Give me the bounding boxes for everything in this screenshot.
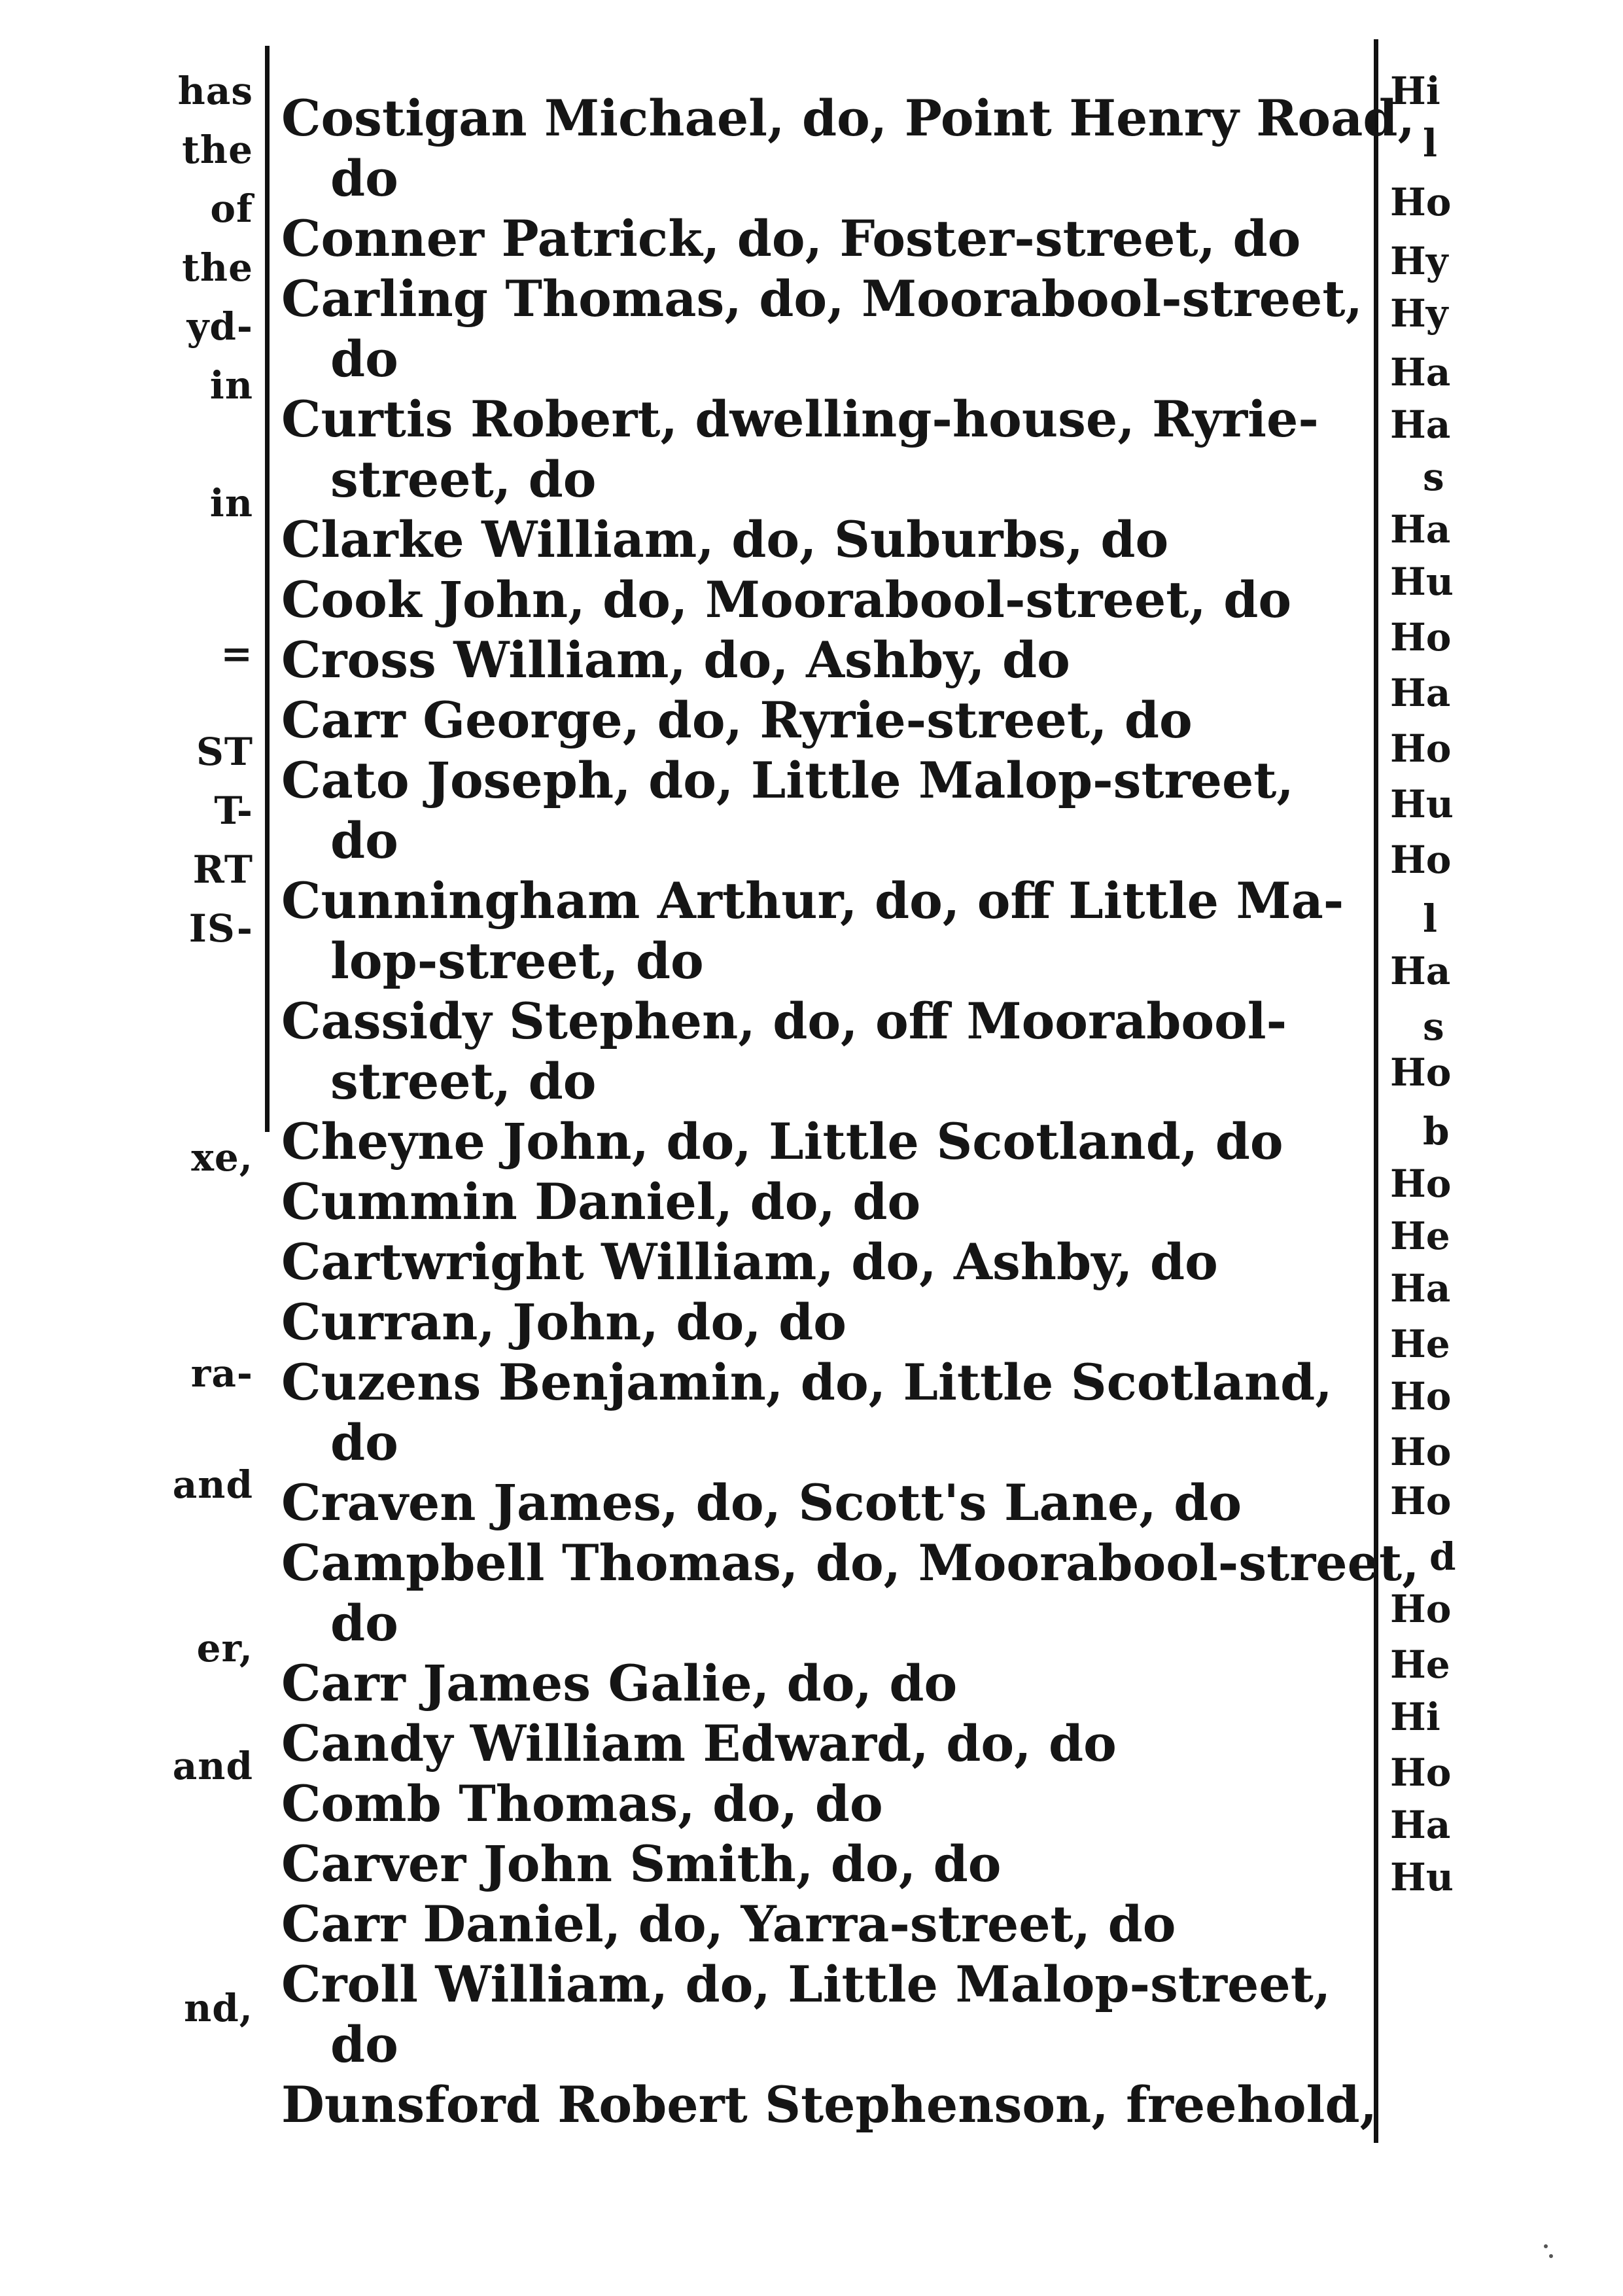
right-fragment: Ho xyxy=(1390,726,1452,771)
entry-text: Campbell Thomas, do, Moorabool-street, xyxy=(281,1534,1420,1592)
right-fragment: Ho xyxy=(1390,615,1452,660)
right-fragment: He xyxy=(1390,1214,1450,1258)
right-fragment: d xyxy=(1429,1534,1456,1579)
list-item xyxy=(281,1109,1498,1172)
left-fragment: the xyxy=(182,245,253,290)
scan-speck xyxy=(1544,2244,1548,2248)
entry-text: Curran, John, do, do xyxy=(281,1293,846,1351)
list-item xyxy=(281,88,1498,209)
right-fragment: He xyxy=(1390,1322,1450,1366)
list-item xyxy=(281,570,1498,630)
entry-continuation: do xyxy=(330,330,398,388)
left-fragment: and xyxy=(172,1462,253,1507)
right-fragment: Ho xyxy=(1390,1050,1452,1095)
entry-continuation: do xyxy=(330,2015,398,2074)
entry-text: Cunningham Arthur, do, off Little Ma- xyxy=(281,872,1344,930)
left-column-fragments xyxy=(154,26,258,2130)
right-fragment: l xyxy=(1423,896,1438,941)
entry-continuation: do xyxy=(330,1413,398,1472)
entry-text: Cuzens Benjamin, do, Little Scotland, xyxy=(281,1353,1333,1411)
right-fragment: s xyxy=(1423,455,1444,499)
list-item xyxy=(281,1172,1498,1232)
left-fragment: ST xyxy=(196,730,253,774)
right-fragment: Ha xyxy=(1390,507,1451,552)
right-fragment: Hu xyxy=(1390,1855,1454,1899)
entry-text: Comb Thomas, do, do xyxy=(281,1775,883,1833)
right-fragment: Ho xyxy=(1390,1161,1452,1206)
list-item xyxy=(281,1352,1498,1473)
left-fragment: the xyxy=(182,128,253,172)
entry-text: Curtis Robert, dwelling-house, Ryrie- xyxy=(281,390,1319,448)
left-fragment: yd- xyxy=(186,304,253,349)
list-item xyxy=(281,1473,1498,1533)
left-fragment: er, xyxy=(196,1626,253,1670)
list-item xyxy=(281,1232,1498,1292)
list-item xyxy=(281,1714,1498,1774)
entry-continuation: do xyxy=(330,149,398,207)
entry-text: Cato Joseph, do, Little Malop-street, xyxy=(281,751,1294,809)
list-item xyxy=(281,1774,1498,1834)
right-fragment: Ho xyxy=(1390,1430,1452,1474)
entry-text: Dunsford Robert Stephenson, freehold, xyxy=(281,2075,1378,2134)
left-fragment: and xyxy=(172,1744,253,1788)
right-fragment: Hi xyxy=(1390,69,1440,113)
left-fragment: IS- xyxy=(188,906,253,951)
list-item xyxy=(281,1834,1498,1899)
scan-speck xyxy=(1549,2254,1553,2258)
entry-continuation: do xyxy=(330,811,398,870)
left-fragment: of xyxy=(210,186,253,231)
entry-text: Carr Daniel, do, Yarra-street, do xyxy=(281,1895,1176,1953)
right-fragment: Ho xyxy=(1390,1479,1452,1523)
entry-continuation: do xyxy=(330,1594,398,1652)
right-fragment: He xyxy=(1390,1642,1450,1687)
right-fragment: Ha xyxy=(1390,949,1451,993)
entry-text: Costigan Michael, do, Point Henry Road, xyxy=(281,89,1415,147)
right-fragment: Ho xyxy=(1390,1750,1452,1795)
entry-text: Cummin Daniel, do, do xyxy=(281,1173,921,1231)
list-item xyxy=(281,991,1498,1112)
entry-continuation: street, do xyxy=(330,450,597,508)
entry-text: Cartwright William, do, Ashby, do xyxy=(281,1233,1218,1291)
list-item xyxy=(281,1292,1498,1352)
right-fragment: Ha xyxy=(1390,671,1451,715)
right-fragment: Ha xyxy=(1390,402,1451,447)
right-fragment: Ho xyxy=(1390,180,1452,224)
right-fragment: Ho xyxy=(1390,1374,1452,1419)
right-fragment: Hi xyxy=(1390,1695,1440,1739)
left-column-rule xyxy=(265,46,270,1132)
right-fragment: Ho xyxy=(1390,1587,1452,1631)
right-fragment: l xyxy=(1423,121,1438,166)
left-fragment: ra- xyxy=(190,1351,253,1396)
entry-text: Cheyne John, do, Little Scotland, do xyxy=(281,1112,1283,1171)
entry-text: Conner Patrick, do, Foster-street, do xyxy=(281,209,1301,268)
left-fragment: xe, xyxy=(191,1135,253,1180)
left-fragment: = xyxy=(220,631,253,676)
entry-text: Cook John, do, Moorabool-street, do xyxy=(281,571,1292,629)
list-item xyxy=(281,630,1498,690)
entry-text: Clarke William, do, Suburbs, do xyxy=(281,510,1169,569)
entry-text: Cross William, do, Ashby, do xyxy=(281,631,1070,689)
list-item xyxy=(281,507,1498,570)
entry-text: Cassidy Stephen, do, off Moorabool- xyxy=(281,992,1287,1050)
left-fragment: has xyxy=(177,69,253,113)
entry-text: Carr George, do, Ryrie-street, do xyxy=(281,691,1193,749)
left-fragment: in xyxy=(209,481,253,525)
list-item xyxy=(281,690,1498,751)
list-item xyxy=(281,1653,1498,1714)
entry-continuation: street, do xyxy=(330,1052,597,1110)
list-item xyxy=(281,389,1498,510)
list-item xyxy=(281,871,1498,991)
entry-text: Craven James, do, Scott's Lane, do xyxy=(281,1474,1242,1532)
right-fragment: Ho xyxy=(1390,838,1452,882)
right-fragment: Ha xyxy=(1390,1803,1451,1847)
right-fragment: b xyxy=(1423,1109,1450,1154)
left-fragment: T- xyxy=(214,788,253,833)
list-item xyxy=(281,2075,1498,2135)
right-fragment: Hu xyxy=(1390,559,1454,604)
entry-text: Candy William Edward, do, do xyxy=(281,1714,1117,1773)
right-fragment: Hu xyxy=(1390,782,1454,826)
right-fragment: Ha xyxy=(1390,1266,1451,1311)
entry-text: Carling Thomas, do, Moorabool-street, xyxy=(281,270,1363,328)
list-item xyxy=(281,1533,1498,1653)
entry-text: Carr James Galie, do, do xyxy=(281,1654,958,1712)
electoral-roll-column xyxy=(281,88,1498,2135)
right-fragment: Ha xyxy=(1390,350,1451,395)
right-fragment: Hy xyxy=(1390,239,1448,283)
entry-text: Croll William, do, Little Malop-street, xyxy=(281,1955,1331,2013)
right-fragment: Hy xyxy=(1390,291,1448,336)
list-item xyxy=(281,751,1498,871)
left-fragment: nd, xyxy=(184,1986,253,2030)
list-item xyxy=(281,1894,1498,1954)
newspaper-scan xyxy=(154,26,1469,2134)
entry-continuation: lop-street, do xyxy=(330,932,704,990)
list-item xyxy=(281,209,1498,269)
right-column-fragments xyxy=(1384,26,1469,2130)
list-item xyxy=(281,1954,1498,2075)
right-fragment: s xyxy=(1423,1004,1444,1049)
left-fragment: in xyxy=(209,363,253,408)
list-item xyxy=(281,269,1498,395)
entry-text: Carver John Smith, do, do xyxy=(281,1835,1002,1893)
left-fragment: RT xyxy=(192,847,253,892)
